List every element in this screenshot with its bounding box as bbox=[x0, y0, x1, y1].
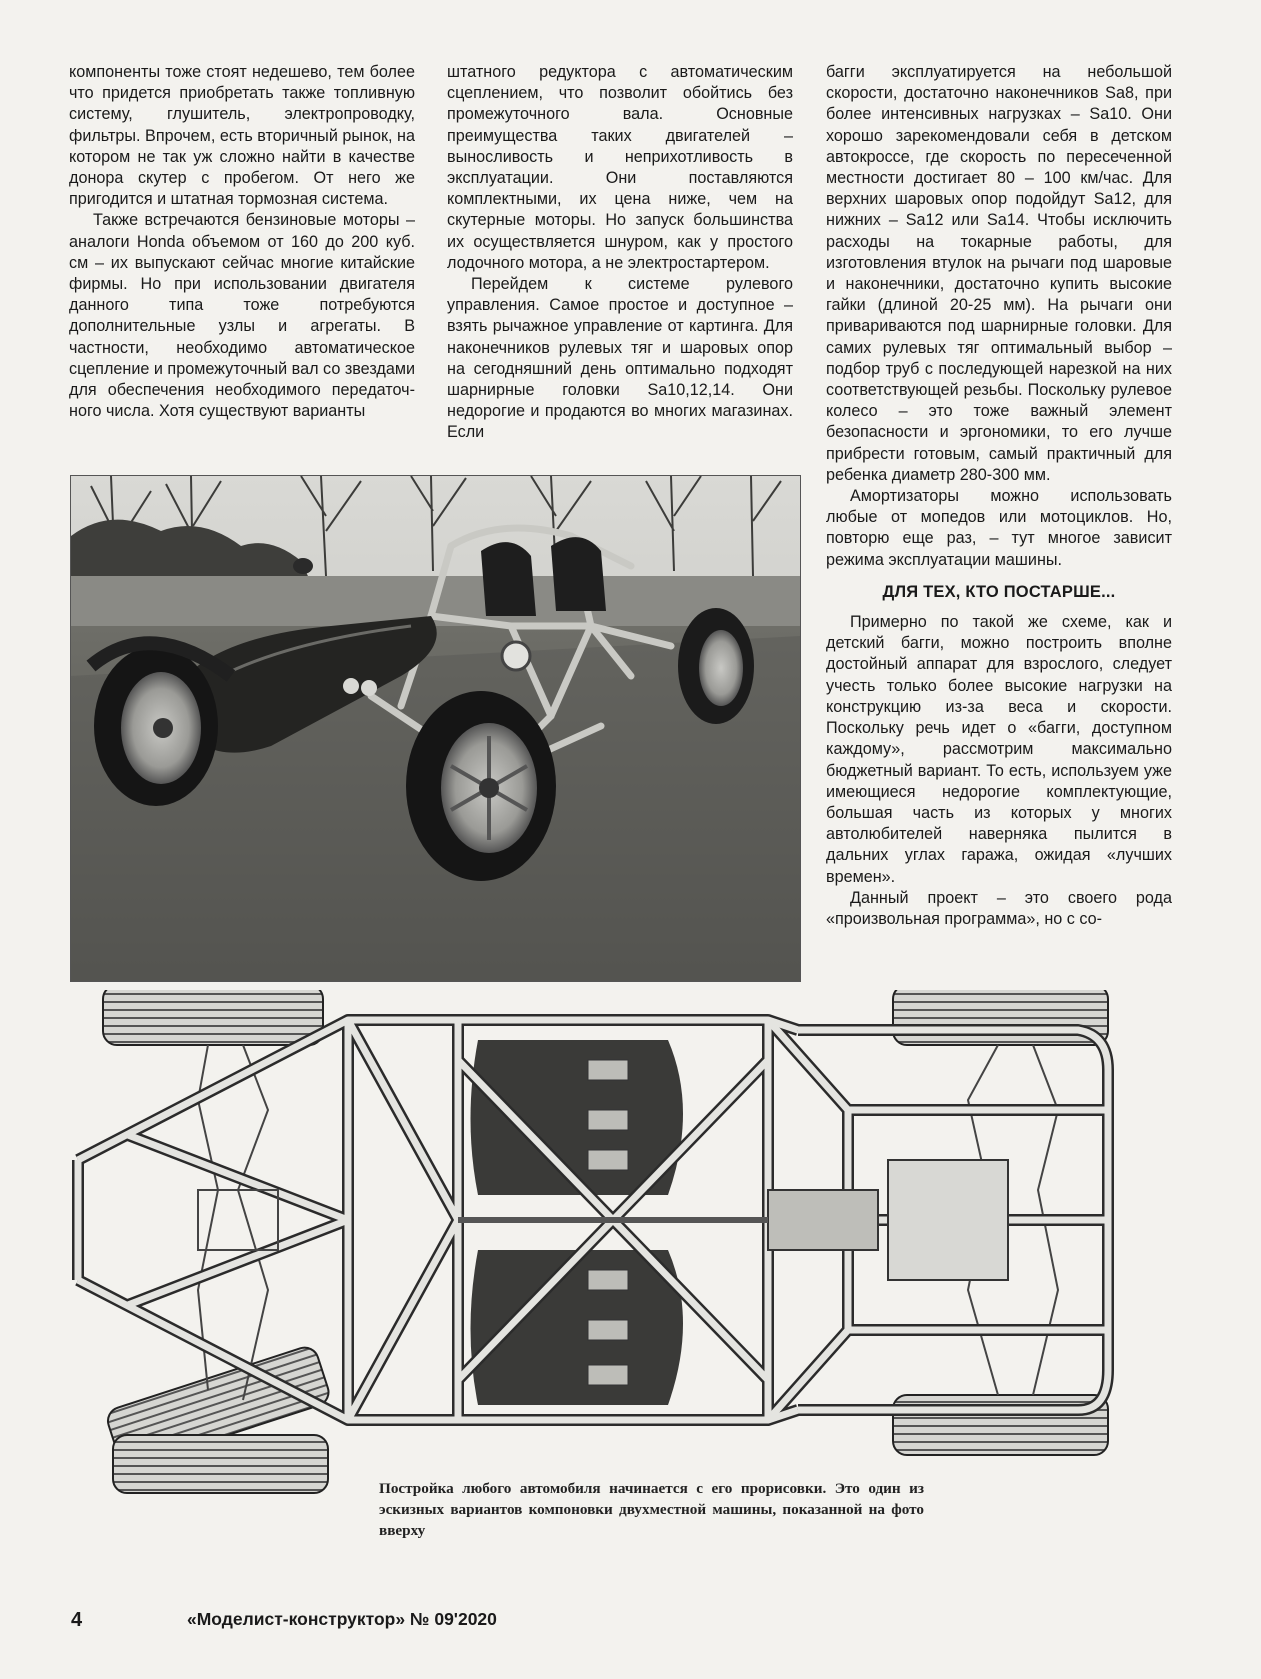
figure-caption: Постройка любого автомобиля начинается с его прорисовки. Это один из эскизных вариантов компоновки двухместной машины, показанной на фото вверху bbox=[375, 1477, 928, 1543]
text-column-3 bbox=[826, 62, 1172, 930]
paragraph: Примерно по такой же схеме, как и детский багги, можно построить вполне достойный аппарат для взрослого, следует учесть только более высокие нагрузки на конструкцию из-за веса и скорости. Поскольку речь идет о «багги, доступном каждому», рассмотрим максимально бюджетный вариант. То есть, используем уже имеющиеся недорогие комплектующие, большая часть из которых у многих автолюбителей наверняка пылится в дальних углах гаража, ожидая «лучших времен». bbox=[826, 613, 1172, 886]
journal-title: «Моделист-конструктор» № 09'2020 bbox=[187, 1609, 497, 1629]
paragraph: Также встречаются бензиновые моторы – аналоги Honda объемом от 160 до 200 куб. см – их выпускают сейчас многие китайские фирмы. Но при использовании двигателя данного типа тоже потребуются дополнительные узлы и агрегаты. В частности, необходимо автоматическое сцепление и промежуточный вал со звездами для обеспечения необходимого передаточного числа. Хотя существуют варианты bbox=[69, 211, 415, 421]
page-number: 4 bbox=[71, 1609, 83, 1631]
chassis-drawing-svg bbox=[68, 990, 1188, 1535]
text-column-1 bbox=[69, 62, 415, 422]
chassis-layout-drawing bbox=[68, 990, 1188, 1535]
text-column-2 bbox=[447, 62, 793, 444]
paragraph: штатного редуктора с автоматическим сцеплением, что позволит обойтись без промежуточного вала. Основные преимущества таких двигателей – выносливость и неприхотливость в эксплуатации. Они поставляются комплектными, их цена ниже, чем на скутерные моторы. Но запуск большинства их осуществляется шнуром, как у простого лодочного мотора, а не электростартером. bbox=[447, 63, 793, 272]
page-footer bbox=[71, 1609, 671, 1639]
buggy-photo bbox=[70, 475, 801, 982]
paragraph: багги эксплуатируется на небольшой скорости, достаточно наконечников Sa8, при более интенсивных нагрузках – Sa10. Они хорошо зарекомендовали себя в детском автокроссе, где скорость по пересеченной местности достигает 80 – 100 км/час. Для верхних шаровых опор подойдут Sa12, для нижних – Sa12 или Sa14. Чтобы исключить расходы на токарные работы, для изготовления втулок на рычаги под шаровые и наконечники, достаточно купить высокие гайки (длиной 20-25 мм). На рычаги они привариваются под шарнирные головки. Для самих рулевых тяг оптимальный выбор – подбор труб с последующей нарезкой на них соответствующей резьбы. Поскольку рулевое колесо – это тоже важный элемент безопасности и эргономики, то его лучше прибрести готовым, самый практичный для ребенка диаметр 280-300 мм. bbox=[826, 63, 1172, 484]
paragraph: Амортизаторы можно использовать любые от мопедов или мотоциклов. Но, повторю еще раз, – тут многое зависит режима эксплуатации машины. bbox=[826, 487, 1172, 569]
paragraph: компоненты тоже стоят недешево, тем более что придется приобретать также топливную систему, глушитель, электропроводку, фильтры. Впрочем, есть вторичный рынок, на котором не так уж сложно найти в качестве донора скутер с пробегом. От него же пригодится и штатная тормозная система. bbox=[69, 63, 415, 209]
section-heading: ДЛЯ ТЕХ, КТО ПОСТАРШЕ... bbox=[882, 582, 1116, 601]
buggy-photo-illustration bbox=[71, 476, 800, 981]
paragraph: Данный проект – это своего рода «произвольная программа», но с со- bbox=[826, 888, 1172, 928]
paragraph: Перейдем к системе рулевого управления. Самое простое и доступное – взять рычажное управление от картинга. Для наконечников рулевых тяг и шаровых опор на сегодняшний день оптимально подходят шарнирные головки Sa10,12,14. Они недорогие и продаются во многих магазинах. Если bbox=[447, 275, 793, 442]
